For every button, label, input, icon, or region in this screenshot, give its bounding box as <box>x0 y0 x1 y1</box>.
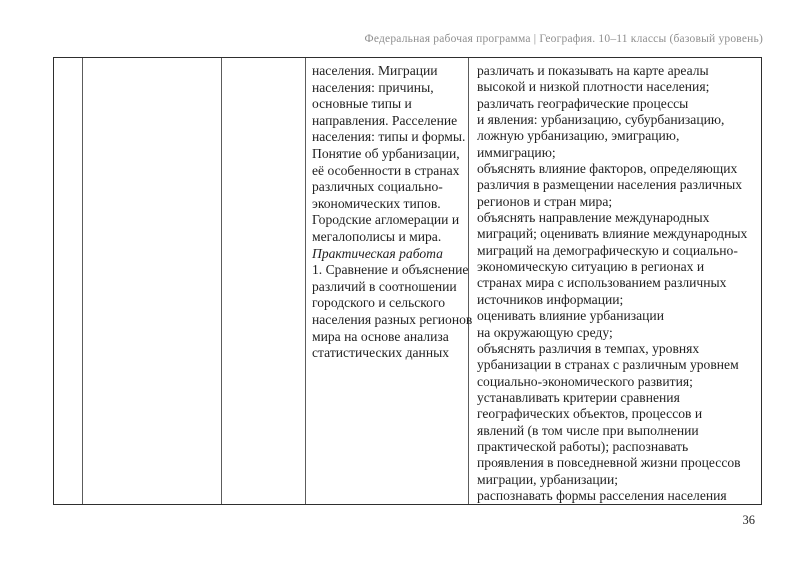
outcomes-text-line: урбанизации в странах с различным уровнем <box>477 357 739 373</box>
cell-program-content <box>306 58 473 504</box>
content-text-line: различий в соотношении <box>312 278 457 294</box>
outcomes-text-line: и явления: урбанизацию, субурбанизацию, <box>477 112 725 128</box>
program-content-text <box>312 63 473 362</box>
outcomes-text-line: оценивать влияние урбанизации <box>477 308 664 324</box>
content-text-line: Понятие об урбанизации, <box>312 145 460 161</box>
content-text-line: основные типы и <box>312 96 412 112</box>
outcomes-text-line: объяснять направление международных <box>477 210 710 226</box>
outcomes-text-line: проявления в повседневной жизни процессов <box>477 455 741 471</box>
outcomes-text-line: регионов и стран мира; <box>477 193 613 209</box>
content-text-line: мира на основе анализа <box>312 328 449 344</box>
outcomes-text-line: социально-экономического развития; <box>477 373 693 389</box>
outcomes-text-line: практической работы); распознавать <box>477 438 689 454</box>
content-text-line: мегалополисы и мира. <box>312 228 442 244</box>
content-text-line: её особенности в странах <box>312 162 460 178</box>
content-text-line: Городские агломерации и <box>312 212 460 228</box>
outcomes-text-line: объяснять различия в темпах, уровнях <box>477 340 700 356</box>
content-text-line: 1. Сравнение и объяснение <box>312 262 469 278</box>
outcomes-text-line: различать географические процессы <box>477 95 689 111</box>
content-text-line: населения разных регионов <box>312 311 473 327</box>
outcomes-text-line: высокой и низкой плотности населения; <box>477 79 710 95</box>
outcomes-text-line: источников информации; <box>477 291 624 307</box>
content-text-line: населения: причины, <box>312 79 434 95</box>
cell-hours <box>222 58 306 504</box>
outcomes-text-line: различать и показывать на карте ареалы <box>477 63 709 78</box>
outcomes-text-line: странах мира с использованием различных <box>477 275 727 291</box>
running-header: Федеральная рабочая программа | География. 10–11 классы (базовый уровень) <box>364 33 763 45</box>
outcomes-text-line: миграций; оценивать влияние международных <box>477 226 748 242</box>
outcomes-text-line: миграций на демографическую и социально- <box>477 242 738 258</box>
learning-outcomes-text <box>477 63 755 504</box>
content-text-line: городского и сельского <box>312 295 445 311</box>
outcomes-text-line: географических объектов, процессов и <box>477 406 703 422</box>
cell-section-title <box>83 58 222 504</box>
outcomes-text-line: устанавливать критерии сравнения <box>477 389 680 405</box>
content-text-line: населения: типы и формы. <box>312 129 466 145</box>
cell-learning-outcomes <box>469 58 761 504</box>
outcomes-text-line: объяснять влияние факторов, определяющих <box>477 161 738 177</box>
content-text-line: экономических типов. <box>312 195 441 211</box>
outcomes-text-line: на окружающую среду; <box>477 324 613 340</box>
outcomes-text-line: явлений (в том числе при выполнении <box>477 422 699 438</box>
page-number: 36 <box>742 513 755 527</box>
outcomes-text-line: ложную урбанизацию, эмиграцию, <box>477 128 680 144</box>
outcomes-text-line: миграции, урбанизации; <box>477 471 619 487</box>
cell-row-number <box>54 58 83 504</box>
content-text-line: различных социально- <box>312 179 443 195</box>
outcomes-text-line: распознавать формы расселения населения <box>477 487 727 503</box>
content-text-line: Практическая работа <box>312 245 443 261</box>
outcomes-text-line: различия в размещении населения различных <box>477 177 743 193</box>
content-text-line: направления. Расселение <box>312 112 458 128</box>
content-text-line: статистических данных <box>312 345 450 361</box>
outcomes-text-line: иммиграцию; <box>477 144 556 160</box>
outcomes-text-line: экономическую ситуацию в регионах и <box>477 259 705 275</box>
program-table <box>53 57 762 505</box>
content-text-line: населения. Миграции <box>312 63 438 78</box>
